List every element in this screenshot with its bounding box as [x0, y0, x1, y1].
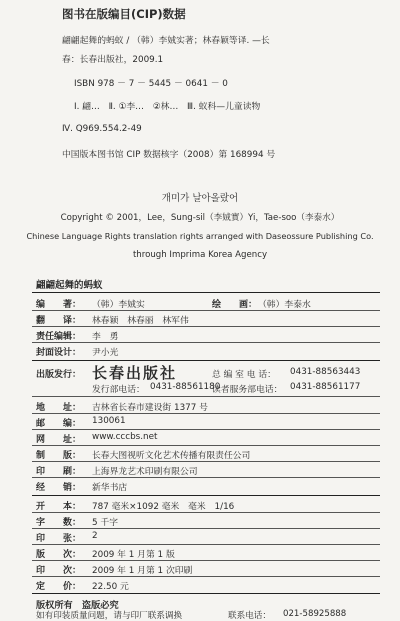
- format-value: 787 毫米×1092 毫米 毫米 1/16: [92, 502, 235, 512]
- divider: [32, 560, 380, 561]
- contact-phone-label: 联系电话：: [228, 611, 271, 621]
- divider: [32, 292, 380, 293]
- divider: [32, 495, 380, 496]
- divider: [32, 544, 380, 545]
- reader-service-phone: 0431-88561177: [290, 382, 361, 392]
- divider: [32, 342, 380, 343]
- cip-record-line2: 春：长春出版社，2009.1: [62, 55, 164, 65]
- publisher-label: 出版发行：: [36, 370, 82, 380]
- reader-service-phone-label: 读者服务部电话：: [212, 385, 283, 395]
- editor-label: 责任编辑：: [36, 332, 82, 342]
- price-value: 22.50 元: [92, 582, 129, 592]
- divider: [32, 413, 380, 414]
- cip-subjects: Ⅰ. 翩… Ⅱ. ①李… ②林… Ⅲ. 蚁科—儿童读物: [74, 102, 261, 112]
- divider: [32, 310, 380, 311]
- postcode-value: 130061: [92, 416, 126, 426]
- author-label: 编 著：: [36, 300, 82, 310]
- divider: [32, 576, 380, 577]
- divider: [32, 528, 380, 529]
- address-label: 地 址：: [36, 403, 82, 413]
- contact-phone: 021-58925888: [283, 609, 347, 619]
- rights-line-2: through Imprima Korea Agency: [132, 250, 268, 260]
- cip-classification: Ⅳ. Q969.554.2-49: [62, 124, 142, 134]
- translator-value: 林春颖 林春丽 林军伟: [92, 316, 189, 326]
- website-value: www.cccbs.net: [92, 432, 158, 442]
- illustrator-label: 绘 画：: [212, 300, 258, 310]
- editor-office-phone: 0431-88563443: [290, 367, 361, 377]
- divider: [32, 445, 380, 446]
- edition-value: 2009 年 1 月第 1 版: [92, 550, 175, 560]
- sales-phone-label: 发行部电话：: [92, 385, 145, 395]
- distribution-label: 经 销：: [36, 483, 82, 493]
- cip-approval-number: 中国版本图书馆 CIP 数据核字（2008）第 168994 号: [62, 150, 276, 160]
- translator-label: 翻 译：: [36, 316, 82, 326]
- distribution-value: 新华书店: [92, 483, 128, 493]
- format-label: 开 本：: [36, 502, 82, 512]
- sheets-label: 印 张：: [36, 534, 82, 544]
- cip-isbn: ISBN 978 － 7 － 5445 － 0641 － 0: [74, 79, 228, 89]
- cip-title: 图书在版编目(CIP)数据: [62, 7, 186, 21]
- divider: [32, 326, 380, 327]
- edition-label: 版 次：: [36, 550, 82, 560]
- divider: [32, 593, 380, 594]
- korean-title: 개미가 날아올랐어: [161, 193, 239, 204]
- quality-notice: 如有印装质量问题，请与印厂联系调换: [36, 611, 183, 621]
- rights-line-1: Chinese Language Rights translation rights arranged with Daseossure Publishing Co.: [26, 231, 374, 241]
- rights-reserved: 版权所有 盗版必究: [36, 600, 119, 611]
- divider: [32, 461, 380, 462]
- word-count-label: 字 数：: [36, 518, 82, 528]
- printing-label: 印 刷：: [36, 467, 82, 477]
- plate-making-value: 长春大图视听文化艺术传播有限责任公司: [92, 451, 251, 461]
- postcode-label: 邮 编：: [36, 419, 82, 429]
- divider: [32, 429, 380, 430]
- printing-value: 上海界龙艺术印刷有限公司: [92, 467, 198, 477]
- website-label: 网 址：: [36, 435, 82, 445]
- sheets-value: 2: [92, 531, 98, 541]
- editor-office-phone-label: 总 编 室 电 话：: [212, 370, 276, 380]
- cip-record-line1: 翩翩起舞的蚂蚁 / （韩）李娀实著；林春颖等译. —长: [62, 36, 270, 46]
- copyright-line: Copyright © 2001，Lee，Sung-sil（李娀實）Yi，Tae-soo（李泰水）: [60, 213, 340, 223]
- cover-designer-value: 尹小光: [92, 348, 119, 358]
- cover-designer-label: 封面设计：: [36, 348, 82, 358]
- print-run-label: 印 次：: [36, 566, 82, 576]
- divider: [32, 512, 380, 513]
- divider: [32, 396, 380, 397]
- editor-value: 李 勇: [92, 332, 119, 342]
- divider: [32, 360, 380, 361]
- address-value: 吉林省长春市建设街 1377 号: [92, 403, 208, 413]
- illustrator-value: （韩）李泰水: [258, 300, 311, 310]
- publisher-logo: 长春出版社: [92, 364, 178, 382]
- book-title: 翩翩起舞的蚂蚁: [36, 280, 103, 291]
- price-label: 定 价：: [36, 582, 82, 592]
- word-count-value: 5 千字: [92, 518, 118, 528]
- author-value: （韩）李娀实: [92, 300, 145, 310]
- print-run-value: 2009 年 1 月第 1 次印刷: [92, 566, 193, 576]
- divider: [32, 477, 380, 478]
- sales-phone: 0431-88561180: [150, 382, 221, 392]
- plate-making-label: 制 版：: [36, 451, 82, 461]
